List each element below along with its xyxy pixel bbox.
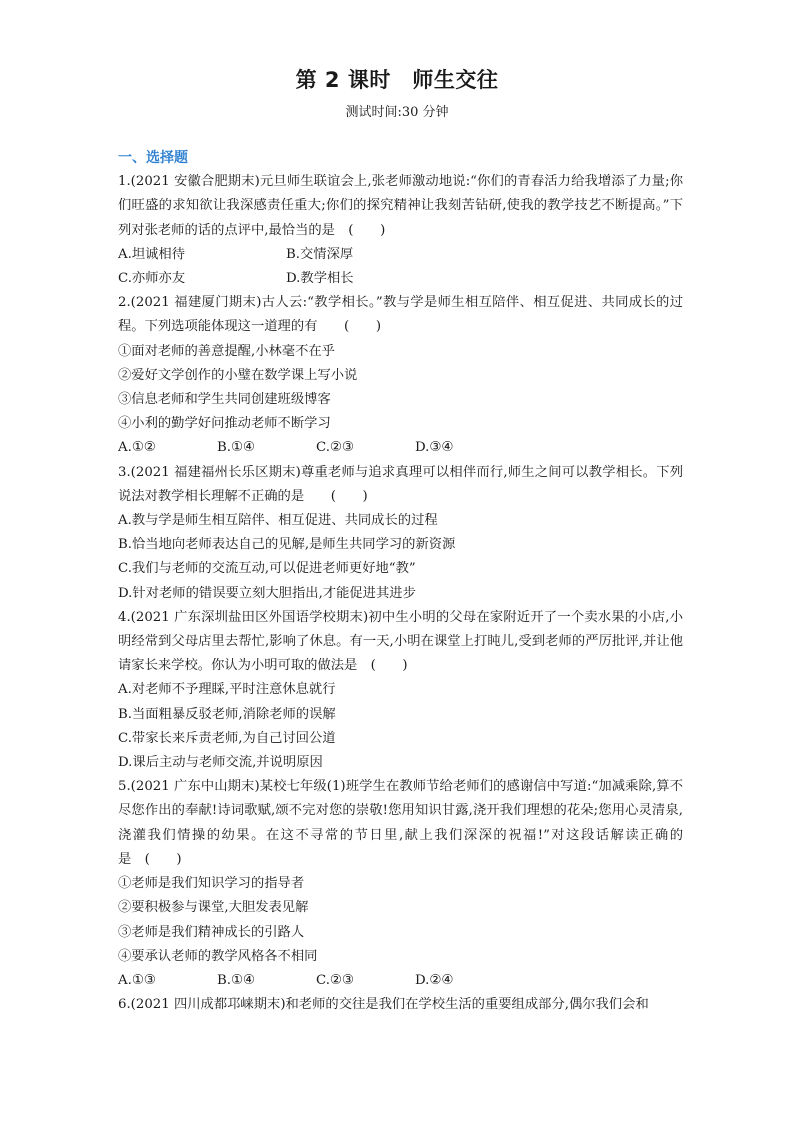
question-3-stem: 3.(2021 福建福州长乐区期末)尊重老师与追求真理可以相伴而行,师生之间可以教学相长。下列说法对教学相长理解不正确的是 ( )	[118, 464, 683, 504]
answer-bracket: ( )	[317, 319, 382, 335]
test-time: 测试时间:30 分钟	[345, 105, 449, 120]
statement-item: ②要积极参与课堂,大胆发表见解	[118, 900, 309, 916]
answer-bracket: ( )	[334, 222, 386, 238]
option-c: C.我们与老师的交流互动,可以促进老师更好地“教”	[118, 561, 416, 577]
option-b: B.交情深厚	[286, 246, 354, 262]
question-2-stem: 2.(2021 福建厦门期末)古人云:“教学相长。”教与学是师生相互陪伴、相互促进、共同成长的过程。下列选项能体现这一道理的有 ( )	[118, 295, 683, 335]
statement-item: ③老师是我们精神成长的引路人	[118, 924, 305, 940]
statement-item: ④要承认老师的教学风格各不相同	[118, 948, 318, 964]
option-b: B.恰当地向老师表达自己的见解,是师生共同学习的新资源	[118, 537, 456, 553]
answer-bracket: ( )	[357, 658, 408, 674]
question-5-stem: 5.(2021 广东中山期末)某校七年级(1)班学生在教师节给老师们的感谢信中写道:“加减乘除,算不尽您作出的奉献!诗词歌赋,颂不完对您的崇敬!您用知识甘露,浇开我们理想的花朵;您用心灵清泉,浇灌我们情操的幼果。在这不寻常的节日里,献上我们深深的祝福!”对这段话解读正确的是 ( )	[118, 779, 683, 867]
option-b: B.当面粗暴反驳老师,消除老师的误解	[118, 706, 336, 722]
option-a: A.对老师不予理睬,平时注意休息就行	[118, 682, 336, 698]
question-2-options	[118, 436, 683, 460]
option-b: B.①④	[217, 972, 255, 988]
option-a: A.教与学是师生相互陪伴、相互促进、共同成长的过程	[118, 513, 438, 529]
section-heading: 一、选择题	[118, 150, 188, 166]
statement-item: ①老师是我们知识学习的指导者	[118, 876, 305, 892]
page-title: 第 2 课时 师生交往	[295, 68, 499, 92]
option-a: A.①③	[118, 972, 156, 988]
option-d: D.课后主动与老师交流,并说明原因	[118, 755, 323, 771]
question-list	[118, 146, 683, 1017]
option-c: C.②③	[316, 440, 354, 456]
option-a: A.坦诚相待	[118, 246, 186, 262]
option-d: D.②④	[415, 972, 454, 988]
option-c: C.带家长来斥责老师,为自己讨回公道	[118, 730, 336, 746]
option-d: D.教学相长	[286, 271, 354, 287]
question-5-options	[118, 969, 683, 993]
option-d: D.③④	[415, 440, 454, 456]
option-a: A.①②	[118, 440, 156, 456]
answer-bracket: ( )	[304, 488, 368, 504]
option-c: C.②③	[316, 972, 354, 988]
question-1-options-2	[118, 267, 683, 291]
answer-bracket: ( )	[131, 851, 182, 867]
question-6-stem: 6.(2021 四川成都邛崃期末)和老师的交往是我们在学校生活的重要组成部分,偶尔我们会和	[118, 997, 649, 1013]
question-1-options	[118, 243, 683, 267]
question-1-stem: 1.(2021 安徽合肥期末)元旦师生联谊会上,张老师激动地说:“你们的青春活力给我增添了力量;你们旺盛的求知欲让我深感责任重大;你们的探究精神让我刻苦钻研,使我的教学技艺不断提高。”下列对张老师的话的点评中,最恰当的是 ( )	[118, 174, 683, 238]
option-b: B.①④	[217, 440, 255, 456]
option-c: C.亦师亦友	[118, 271, 186, 287]
statement-item: ④小利的勤学好问推动老师不断学习	[118, 416, 331, 432]
statement-item: ③信息老师和学生共同创建班级博客	[118, 392, 331, 408]
option-d: D.针对老师的错误要立刻大胆指出,才能促进其进步	[118, 585, 416, 601]
question-4-stem: 4.(2021 广东深圳盐田区外国语学校期末)初中生小明的父母在家附近开了一个卖水果的小店,小明经常到父母店里去帮忙,影响了休息。有一天,小明在课堂上打盹儿,受到老师的严厉批评,并让他请家长来学校。你认为小明可取的做法是 ( )	[118, 609, 683, 674]
statement-item: ②爱好文学创作的小璧在数学课上写小说	[118, 367, 358, 383]
statement-item: ①面对老师的善意提醒,小林毫不在乎	[118, 343, 335, 359]
